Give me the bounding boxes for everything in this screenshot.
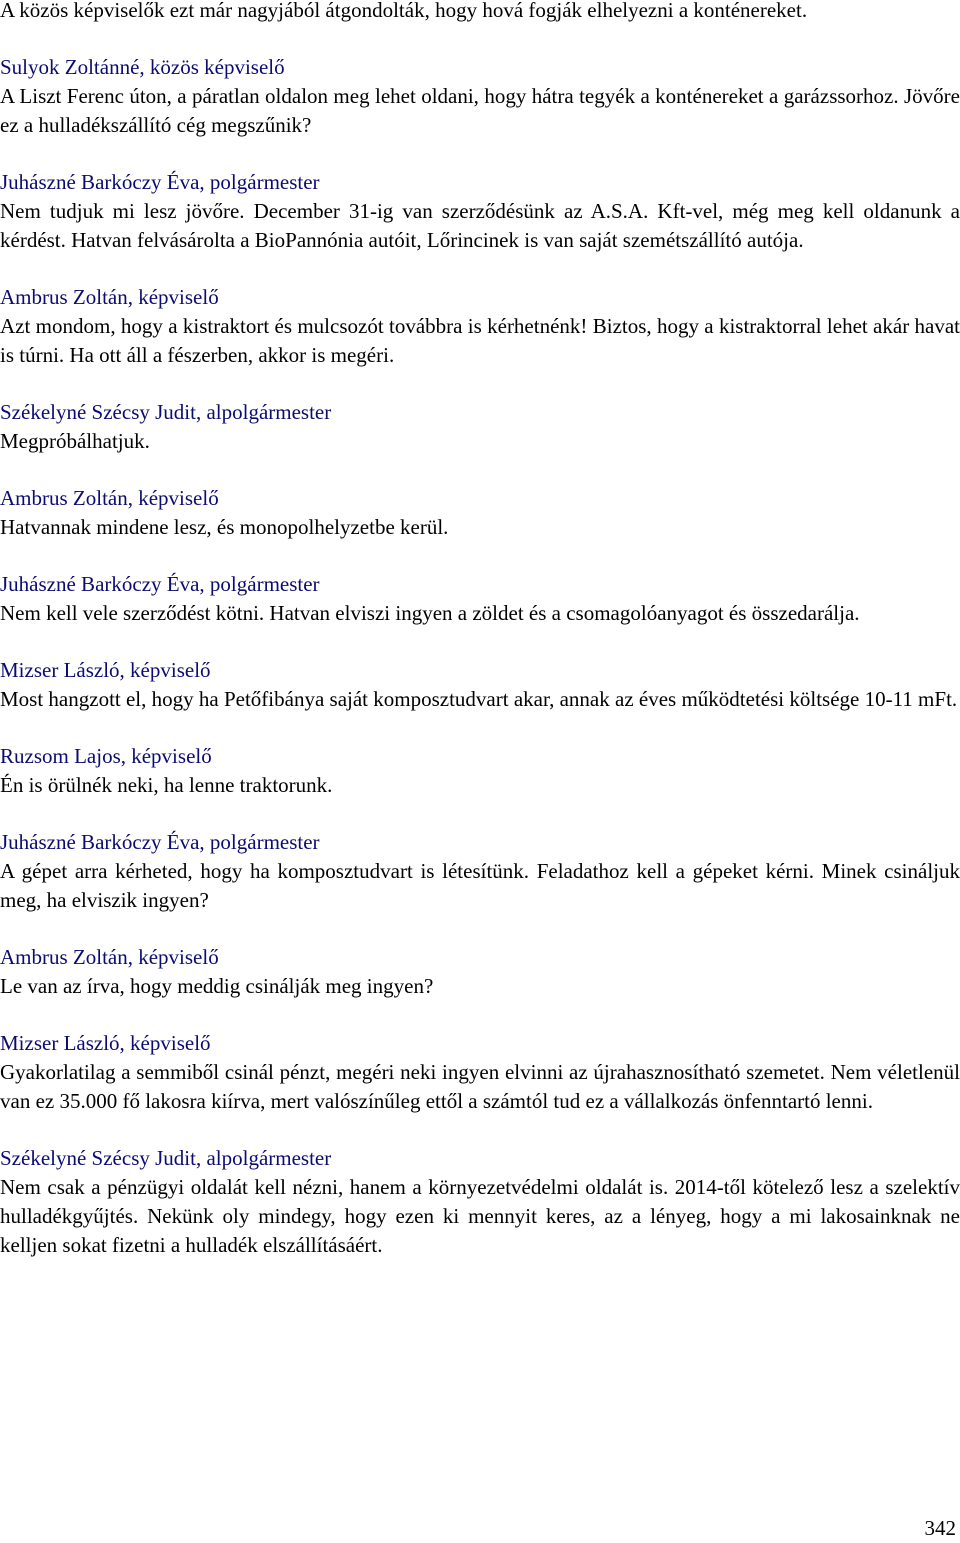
speech-block: [0, 1029, 960, 1116]
speech-block: [0, 484, 960, 542]
speech-text: Én is örülnék neki, ha lenne traktorunk.: [0, 773, 333, 797]
speaker-name: Mizser László, képviselő: [0, 658, 211, 682]
speaker-name: Juhászné Barkóczy Éva, polgármester: [0, 170, 320, 194]
speaker-name: Mizser László, képviselő: [0, 1031, 211, 1055]
speech-text: Nem csak a pénzügyi oldalát kell nézni, hanem a környezetvédelmi oldalát is. 2014-től kötelező lesz a szelektív hulladékgyűjtés. Nekünk oly mindegy, hogy ezen ki mennyit keres, az a lényeg, hogy a mi lakosainknak ne kelljen sokat fizetni a hulladék elszállításáért.: [0, 1175, 960, 1257]
speech-text: Most hangzott el, hogy ha Petőfibánya saját komposztudvart akar, annak az éves működtetési költsége 10-11 mFt.: [0, 687, 958, 711]
speaker-name: Juhászné Barkóczy Éva, polgármester: [0, 830, 320, 854]
speech-block: [0, 570, 960, 628]
speech-block: [0, 828, 960, 915]
speaker-name: Székelyné Szécsy Judit, alpolgármester: [0, 1146, 332, 1170]
speech-text: A Liszt Ferenc úton, a páratlan oldalon meg lehet oldani, hogy hátra tegyék a konténereket a garázssorhoz. Jövőre ez a hulladékszállító cég megszűnik?: [0, 84, 960, 137]
speech-block: [0, 1144, 960, 1260]
page-number: 342: [924, 1516, 956, 1540]
speaker-name: Ambrus Zoltán, képviselő: [0, 945, 219, 969]
speech-block: [0, 943, 960, 1001]
speaker-name: Sulyok Zoltánné, közös képviselő: [0, 55, 285, 79]
speech-text: Hatvannak mindene lesz, és monopolhelyzetbe kerül.: [0, 515, 449, 539]
speech-text: A gépet arra kérheted, hogy ha komposztudvart is létesítünk. Feladathoz kell a gépeket kérni. Minek csináljuk meg, ha elviszik ingyen?: [0, 859, 960, 912]
speech-block: [0, 53, 960, 140]
speech-text: Megpróbálhatjuk.: [0, 429, 150, 453]
speaker-name: Ambrus Zoltán, képviselő: [0, 285, 219, 309]
speech-text: Azt mondom, hogy a kistraktort és mulcsozót továbbra is kérhetnénk! Biztos, hogy a kistraktorral lehet akár havat is túrni. Ha ott áll a fészerben, akkor is megéri.: [0, 314, 960, 367]
speech-block: [0, 656, 960, 714]
speech-text: Nem kell vele szerződést kötni. Hatvan elviszi ingyen a zöldet és a csomagolóanyagot és összedarálja.: [0, 601, 860, 625]
speech-block: [0, 398, 960, 456]
speech-text: Le van az írva, hogy meddig csinálják meg ingyen?: [0, 974, 434, 998]
speaker-name: Ambrus Zoltán, képviselő: [0, 486, 219, 510]
speech-block: [0, 283, 960, 370]
speech-block: [0, 168, 960, 255]
speaker-name: Juhászné Barkóczy Éva, polgármester: [0, 572, 320, 596]
speech-text: Gyakorlatilag a semmiből csinál pénzt, megéri neki ingyen elvinni az újrahasznosítható szemetet. Nem véletlenül van ez 35.000 fő lakosra kiírva, mert valószínűleg ettől a számtól tud ez a vállalkozás önfenntartó lenni.: [0, 1060, 960, 1113]
speaker-name: Ruzsom Lajos, képviselő: [0, 744, 212, 768]
speech-text: Nem tudjuk mi lesz jövőre. December 31-ig van szerződésünk az A.S.A. Kft-vel, még meg kell oldanunk a kérdést. Hatvan felvásárolta a BioPannónia autóit, Lőrincinek is van saját szemétszállító autója.: [0, 199, 960, 252]
speaker-name: Székelyné Szécsy Judit, alpolgármester: [0, 400, 332, 424]
speech-block: [0, 742, 960, 800]
intro-paragraph: A közös képviselők ezt már nagyjából átgondolták, hogy hová fogják elhelyezni a konténereket.: [0, 0, 808, 22]
